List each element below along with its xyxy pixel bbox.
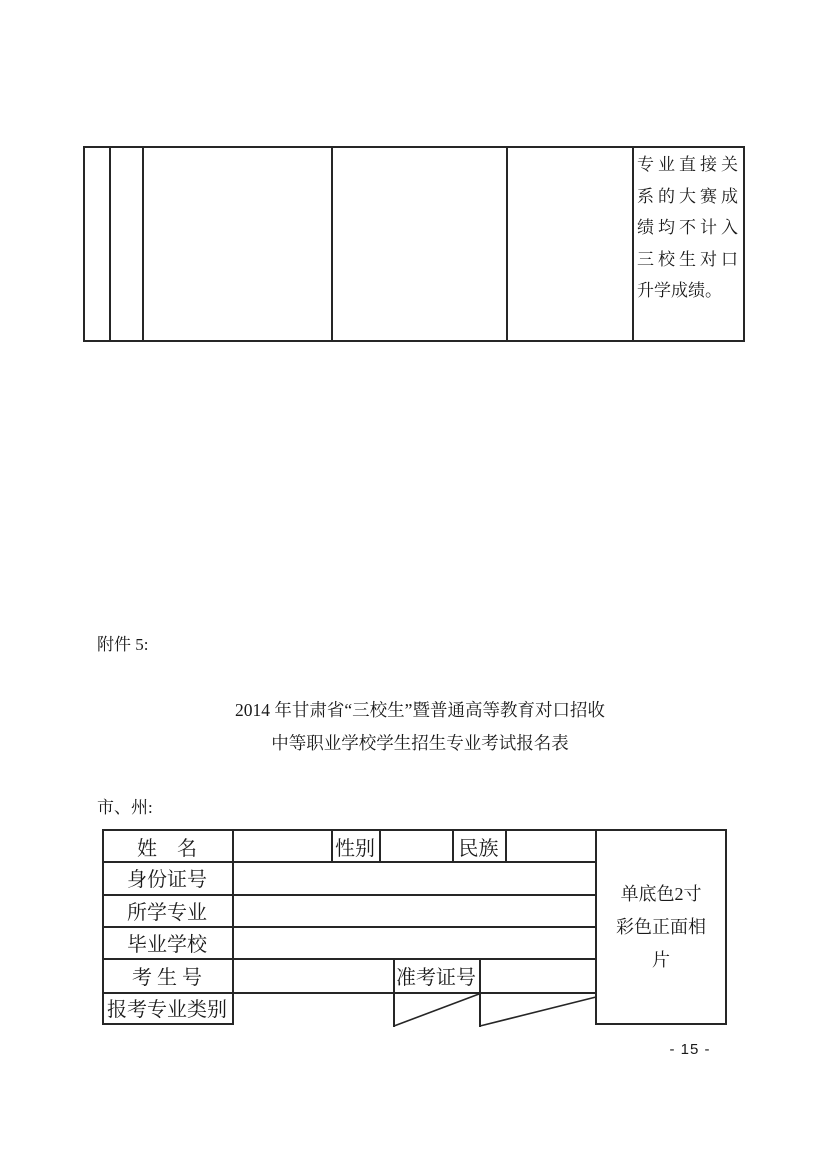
form-title-line2: 中等职业学校学生招生专业考试报名表 [271,733,569,753]
major-field[interactable] [234,894,595,926]
name-field[interactable] [234,829,331,861]
grid-line [102,1023,234,1025]
name-label: 姓 名 [137,837,197,860]
ethnicity-field[interactable] [507,829,595,861]
grid-line [632,146,634,342]
region-label: 市、州: [97,798,153,817]
table-note-cell: 专 业 直 接 关 系 的 大 赛 成 绩 均 不 计 入 三 校 生 对 口 升学成绩。 [637,155,738,300]
major-label: 所学专业 [127,901,207,924]
grid-line [506,146,508,342]
candidate-no-label: 考 生 号 [132,966,202,989]
grid-line [743,146,745,342]
ethnicity-label: 民族 [458,837,499,860]
gender-label: 性别 [335,837,375,860]
candidate-no-field[interactable] [234,958,393,992]
grid-line [109,146,111,342]
id-number-field[interactable] [234,861,595,894]
gender-field[interactable] [381,829,452,861]
form-title-line1: 2014 年甘肃省“三校生”暨普通高等教育对口招收 [235,700,605,720]
id-number-label: 身份证号 [127,869,207,891]
applied-category-field[interactable] [234,992,393,1023]
admission-ticket-no-label: 准考证号 [396,966,476,989]
grid-line [83,340,745,342]
attachment-label: 附件 5: [97,635,149,654]
school-field[interactable] [234,926,595,958]
grid-line [142,146,144,342]
grid-line [83,146,745,148]
photo-box: 单底色2寸 彩色正面相 片 [595,829,727,1025]
grid-line [83,146,85,342]
grid-line [331,146,333,342]
applied-category-label: 报考专业类别 [107,999,227,1021]
page-number: - 15 - [669,1041,711,1058]
admission-ticket-no-field[interactable] [481,958,595,992]
school-label: 毕业学校 [127,933,207,956]
